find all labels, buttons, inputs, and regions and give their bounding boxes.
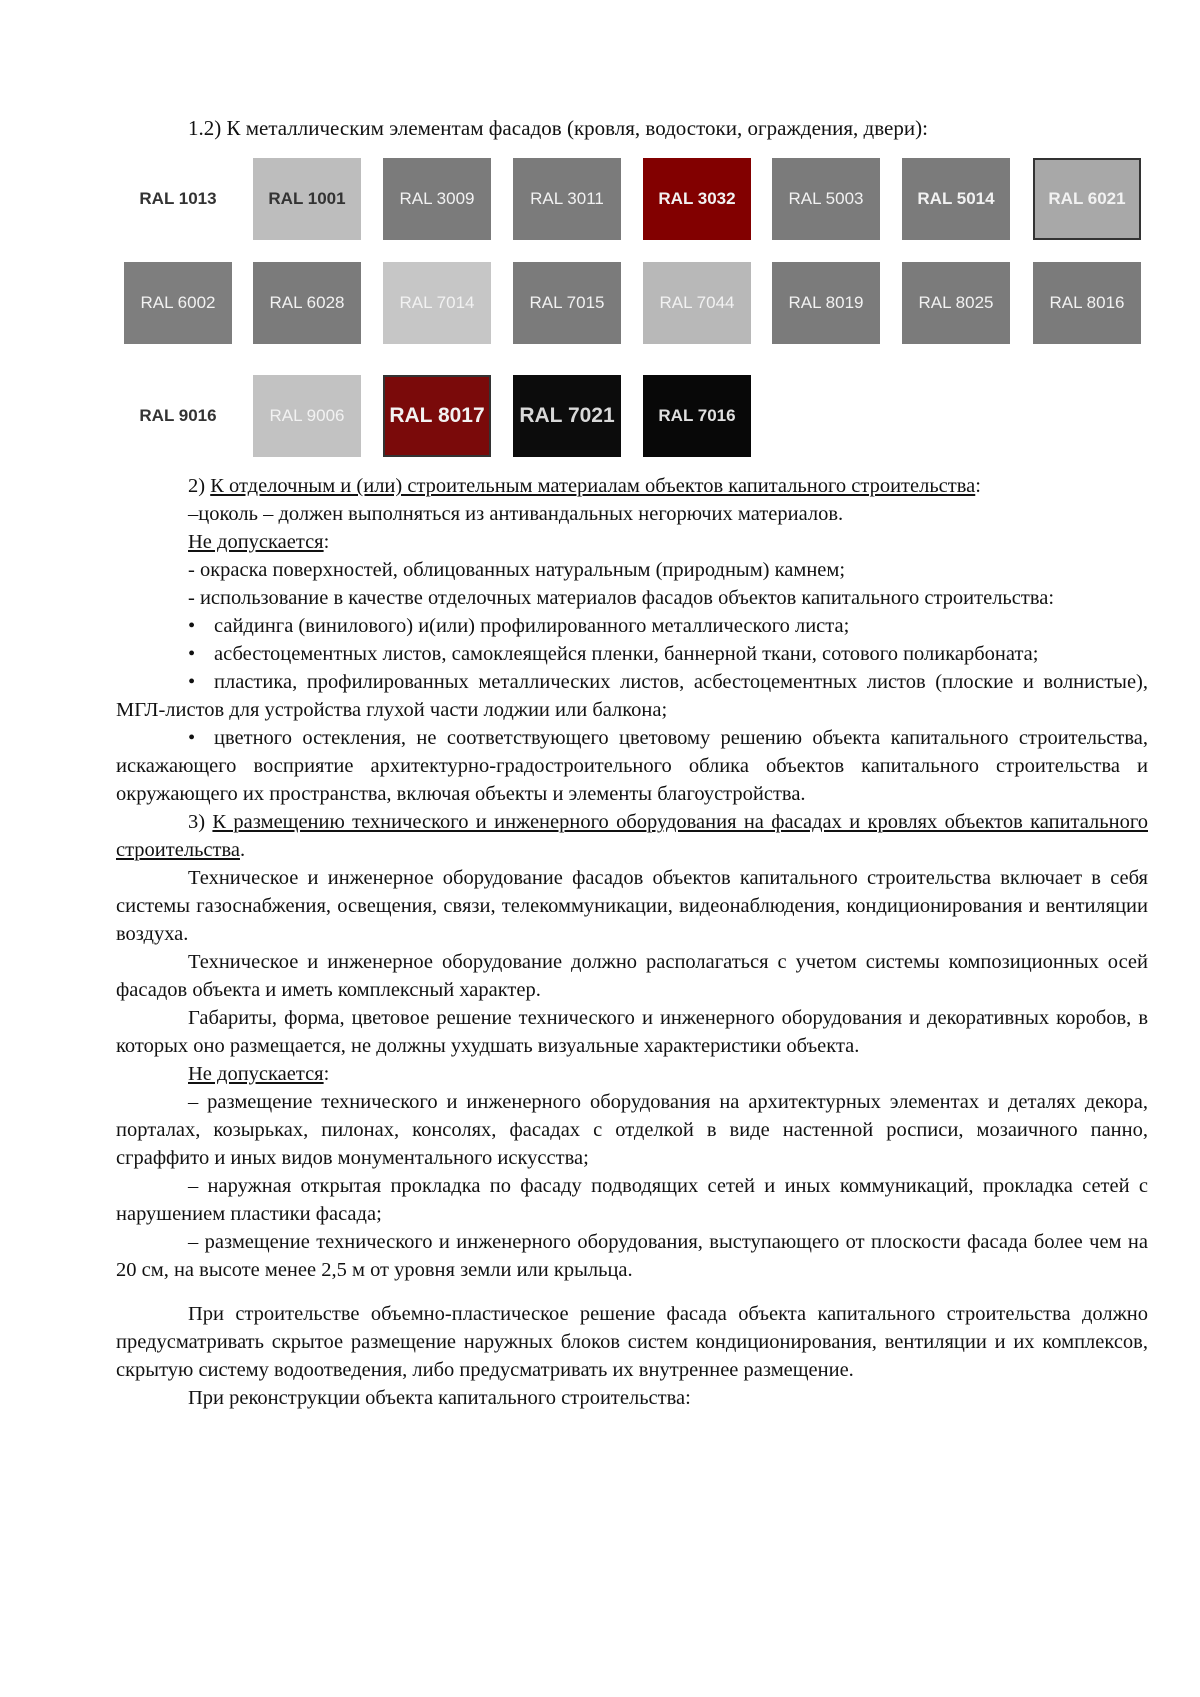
paragraph: Габариты, форма, цветовое решение технического и инженерного оборудования и декоративных коробов, в которых оно размещается, не должны ухудшать визуальные характеристики объекта. xyxy=(116,1007,1148,1057)
section-3-title: К размещению технического и инженерного оборудования на фасадах и кровлях объектов капитального строительства xyxy=(116,811,1148,861)
swatch-ral-6002: RAL 6002 xyxy=(124,262,232,344)
paragraph: Техническое и инженерное оборудование должно располагаться с учетом системы композиционных осей фасадов объекта и иметь комплексный характер. xyxy=(116,951,1148,1001)
swatch-ral-8019: RAL 8019 xyxy=(772,262,880,344)
swatch-ral-5014: RAL 5014 xyxy=(902,158,1010,240)
section-2-title: К отделочным и (или) строительным материалам объектов капитального строительства xyxy=(210,475,976,497)
bullet-item: • сайдинга (винилового) и(или) профилированного металлического листа; xyxy=(116,612,1148,640)
paragraph: При реконструкции объекта капитального строительства: xyxy=(188,1387,691,1409)
swatch-ral-1001: RAL 1001 xyxy=(253,158,361,240)
plinth-rule: –цоколь – должен выполняться из антивандальных негорючих материалов. xyxy=(188,503,844,525)
section-2-heading: 2) К отделочным и (или) строительным материалам объектов капитального строительства: xyxy=(188,475,981,497)
bullet-icon: • xyxy=(188,643,196,665)
body-text xyxy=(116,472,1148,1412)
list-item: – наружная открытая прокладка по фасаду подводящих сетей и иных коммуникаций, прокладка сетей с нарушением пластики фасада; xyxy=(116,1175,1148,1225)
bullet-icon: • xyxy=(188,615,196,637)
swatch-ral-8016: RAL 8016 xyxy=(1033,262,1141,344)
swatch-ral-7021: RAL 7021 xyxy=(513,375,621,457)
bullet-icon: • xyxy=(188,727,196,749)
swatch-ral-7044: RAL 7044 xyxy=(643,262,751,344)
not-allowed-label: Не допускается: xyxy=(188,1063,330,1085)
list-item: – размещение технического и инженерного оборудования, выступающего от плоскости фасада более чем на 20 см, на высоте менее 2,5 м от уровня земли или крыльца. xyxy=(116,1231,1148,1281)
swatch-ral-7015: RAL 7015 xyxy=(513,262,621,344)
list-item: – размещение технического и инженерного оборудования на архитектурных элементах и деталях декора, порталах, козырьках, пилонах, консолях, фасадах с отделкой в виде настенной росписи, мозаичного панно, сграффито и иных видов монументального искусства; xyxy=(116,1091,1148,1169)
paragraph: Техническое и инженерное оборудование фасадов объектов капитального строительства включает в себя системы газоснабжения, освещения, связи, телекоммуникации, видеонаблюдения, кондиционирования и вентиляции воздуха. xyxy=(116,867,1148,945)
swatch-ral-7016: RAL 7016 xyxy=(643,375,751,457)
bullet-item: • асбестоцементных листов, самоклеящейся пленки, баннерной ткани, сотового поликарбоната; xyxy=(116,640,1148,668)
not-allowed-label: Не допускается: xyxy=(188,531,330,553)
swatch-ral-9016: RAL 9016 xyxy=(124,375,232,457)
swatch-ral-6028: RAL 6028 xyxy=(253,262,361,344)
section-3-heading: 3) К размещению технического и инженерного оборудования на фасадах и кровлях объектов капитального строительства. xyxy=(116,811,1148,861)
swatch-ral-3009: RAL 3009 xyxy=(383,158,491,240)
swatch-ral-5003: RAL 5003 xyxy=(772,158,880,240)
swatch-ral-8017: RAL 8017 xyxy=(383,375,491,457)
swatch-ral-8025: RAL 8025 xyxy=(902,262,1010,344)
bullet-item: • пластика, профилированных металлических листов, асбестоцементных листов (плоские и волнистые), МГЛ-листов для устройства глухой части лоджии или балкона; xyxy=(116,668,1148,724)
swatch-ral-7014: RAL 7014 xyxy=(383,262,491,344)
swatch-ral-3032: RAL 3032 xyxy=(643,158,751,240)
swatch-ral-3011: RAL 3011 xyxy=(513,158,621,240)
paragraph-gap xyxy=(116,1284,1148,1300)
swatch-ral-9006: RAL 9006 xyxy=(253,375,361,457)
paragraph: При строительстве объемно-пластическое решение фасада объекта капитального строительства должно предусматривать скрытое размещение наружных блоков систем кондиционирования, вентиляции и их комплексов, скрытую систему водоотведения, либо предусматривать их внутреннее размещение. xyxy=(116,1303,1148,1381)
swatch-ral-1013: RAL 1013 xyxy=(124,158,232,240)
swatch-ral-6021: RAL 6021 xyxy=(1033,158,1141,240)
bullet-item: • цветного остекления, не соответствующего цветовому решению объекта капитального строительства, искажающего восприятие архитектурно-градостроительного облика объектов капитального строительства и окружающего их пространства, включая объекты и элементы благоустройства. xyxy=(116,724,1148,808)
list-item: - окраска поверхностей, облицованных натуральным (природным) камнем; xyxy=(188,559,846,581)
section-1-2-heading: 1.2) К металлическим элементам фасадов (кровля, водостоки, ограждения, двери): xyxy=(188,116,928,140)
list-item: - использование в качестве отделочных материалов фасадов объектов капитального строительства: xyxy=(188,587,1055,609)
bullet-icon: • xyxy=(188,671,196,693)
